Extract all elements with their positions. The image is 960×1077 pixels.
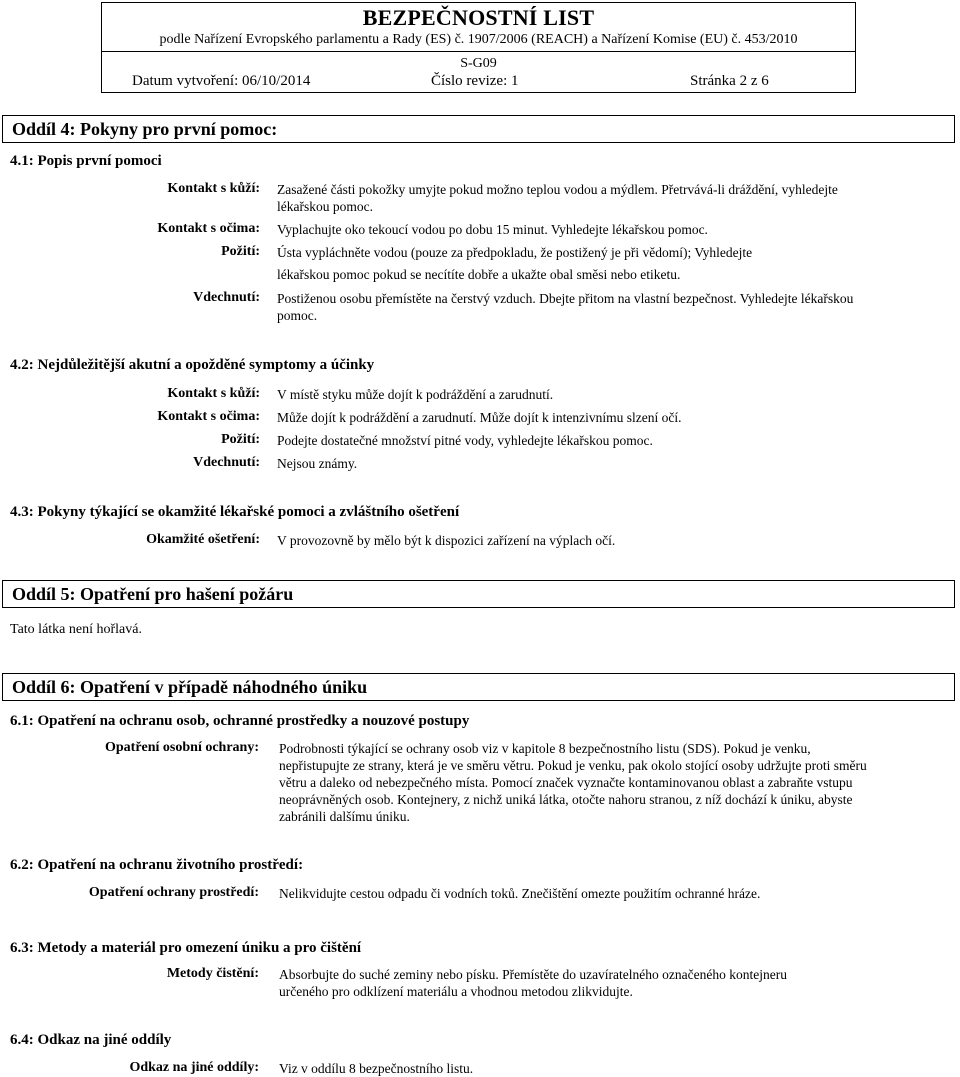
text-eye-contact: Vyplachujte oko tekoucí vodou po dobu 15 minut. Vyhledejte lékařskou pomoc. bbox=[277, 222, 708, 237]
section-4-header bbox=[2, 115, 955, 143]
text-personal-protection: Podrobnosti týkající se ochrany osob viz v kapitole 8 bezpečnostního listu (SDS). Pokud je venku, nepřistupujte ze strany, která je ve směru větru. Pokud je venku, pak okolo stojící osoby udržujte proti směru větru a daleko od nebezpečného místa. Pomocí značek vyznačte kontaminovanou oblast a zabraňte vstupu neoprávněných osob. Kontejnery, z nichž uniká látka, otočte nahoru stranou, z níž dochází k úniku, abyste zabránili dalšímu úniku. bbox=[279, 741, 867, 824]
label-ingestion: Požití: bbox=[221, 244, 260, 259]
revision-number: Číslo revize: 1 bbox=[431, 73, 519, 89]
creation-date: Datum vytvoření: 06/10/2014 bbox=[132, 73, 311, 89]
document-header bbox=[101, 2, 856, 93]
section-6-header bbox=[2, 673, 955, 701]
page-number: Stránka 2 z 6 bbox=[690, 73, 769, 89]
label-symptom-skin: Kontakt s kůží: bbox=[167, 386, 260, 401]
label-other-sections: Odkaz na jiné oddíly: bbox=[129, 1060, 259, 1075]
subsection-6-4-heading: 6.4: Odkaz na jiné oddíly bbox=[10, 1032, 172, 1048]
text-symptom-skin: V místě styku může dojít k podráždění a zarudnutí. bbox=[277, 387, 554, 402]
header-divider bbox=[102, 51, 855, 52]
text-ingestion-line-2: lékařskou pomoc pokud se necítíte dobře a ukažte obal směsi nebo etiketu. bbox=[277, 267, 681, 282]
subsection-4-1-heading: 4.1: Popis první pomoci bbox=[10, 153, 162, 169]
document-title: BEZPEČNOSTNÍ LIST bbox=[362, 5, 595, 30]
section-6-title: Oddíl 6: Opatření v případě náhodného úniku bbox=[12, 677, 368, 697]
subsection-6-1-heading: 6.1: Opatření na ochranu osob, ochranné prostředky a nouzové postupy bbox=[10, 713, 470, 729]
text-ingestion-line-1: Ústa vypláchněte vodou (pouze za předpokladu, že postižený je při vědomí); Vyhledejte bbox=[277, 245, 753, 260]
text-skin-contact: Zasažené části pokožky umyjte pokud možno teplou vodou a mýdlem. Přetrvává-li dráždění, vyhledejte lékařskou pomoc. bbox=[277, 182, 838, 214]
label-personal-protection: Opatření osobní ochrany: bbox=[104, 740, 259, 755]
text-symptom-ingestion: Podejte dostatečné množství pitné vody, vyhledejte lékařskou pomoc. bbox=[277, 433, 653, 448]
text-symptom-inhalation: Nejsou známy. bbox=[277, 456, 358, 471]
section-5-title: Oddíl 5: Opatření pro hašení požáru bbox=[12, 584, 294, 604]
label-skin-contact: Kontakt s kůží: bbox=[167, 181, 260, 196]
label-inhalation: Vdechnutí: bbox=[193, 290, 260, 305]
text-symptom-eyes: Může dojít k podráždění a zarudnutí. Může dojít k intenzivnímu slzení očí. bbox=[277, 410, 682, 425]
subsection-4-2-heading: 4.2: Nejdůležitější akutní a opožděné symptomy a účinky bbox=[10, 357, 375, 373]
text-immediate-treatment: V provozovně by mělo být k dispozici zařízení na výplach očí. bbox=[277, 533, 616, 548]
text-flammability: Tato látka není hořlavá. bbox=[10, 622, 142, 637]
product-code: S-G09 bbox=[460, 56, 497, 71]
subsection-6-3-heading: 6.3: Metody a materiál pro omezení úniku a pro čištění bbox=[10, 940, 362, 956]
text-cleaning-methods: Absorbujte do suché zeminy nebo písku. Přemístěte do uzavíratelného označeného kontejneru určeného pro odklízení materiálu a vhodnou metodou zlikvidujte. bbox=[279, 967, 787, 999]
text-inhalation: Postiženou osobu přemístěte na čerstvý vzduch. Dbejte přitom na vlastní bezpečnost. Vyhledejte lékařskou pomoc. bbox=[277, 291, 854, 323]
label-symptom-inhalation: Vdechnutí: bbox=[193, 455, 260, 470]
label-immediate-treatment: Okamžité ošetření: bbox=[146, 532, 260, 547]
label-symptom-ingestion: Požití: bbox=[221, 432, 260, 447]
subsection-6-2-heading: 6.2: Opatření na ochranu životního prostředí: bbox=[10, 857, 304, 873]
label-symptom-eyes: Kontakt s očima: bbox=[157, 409, 260, 424]
label-eye-contact: Kontakt s očima: bbox=[157, 221, 260, 236]
label-cleaning-methods: Metody čistění: bbox=[166, 966, 259, 981]
section-5-header bbox=[2, 580, 955, 608]
text-environment-protection: Nelikvidujte cestou odpadu či vodních toků. Znečištění omezte použitím ochranné hráze. bbox=[279, 886, 761, 901]
subsection-4-3-heading: 4.3: Pokyny týkající se okamžité lékařské pomoci a zvláštního ošetření bbox=[10, 504, 460, 520]
regulation-subtitle: podle Nařízení Evropského parlamentu a Rady (ES) č. 1907/2006 (REACH) a Nařízení Komise (EU) č. 453/2010 bbox=[159, 32, 798, 47]
text-other-sections: Viz v oddílu 8 bezpečnostního listu. bbox=[279, 1061, 474, 1076]
label-environment-protection: Opatření ochrany prostředí: bbox=[88, 885, 259, 900]
section-4-title: Oddíl 4: Pokyny pro první pomoc: bbox=[12, 119, 278, 139]
